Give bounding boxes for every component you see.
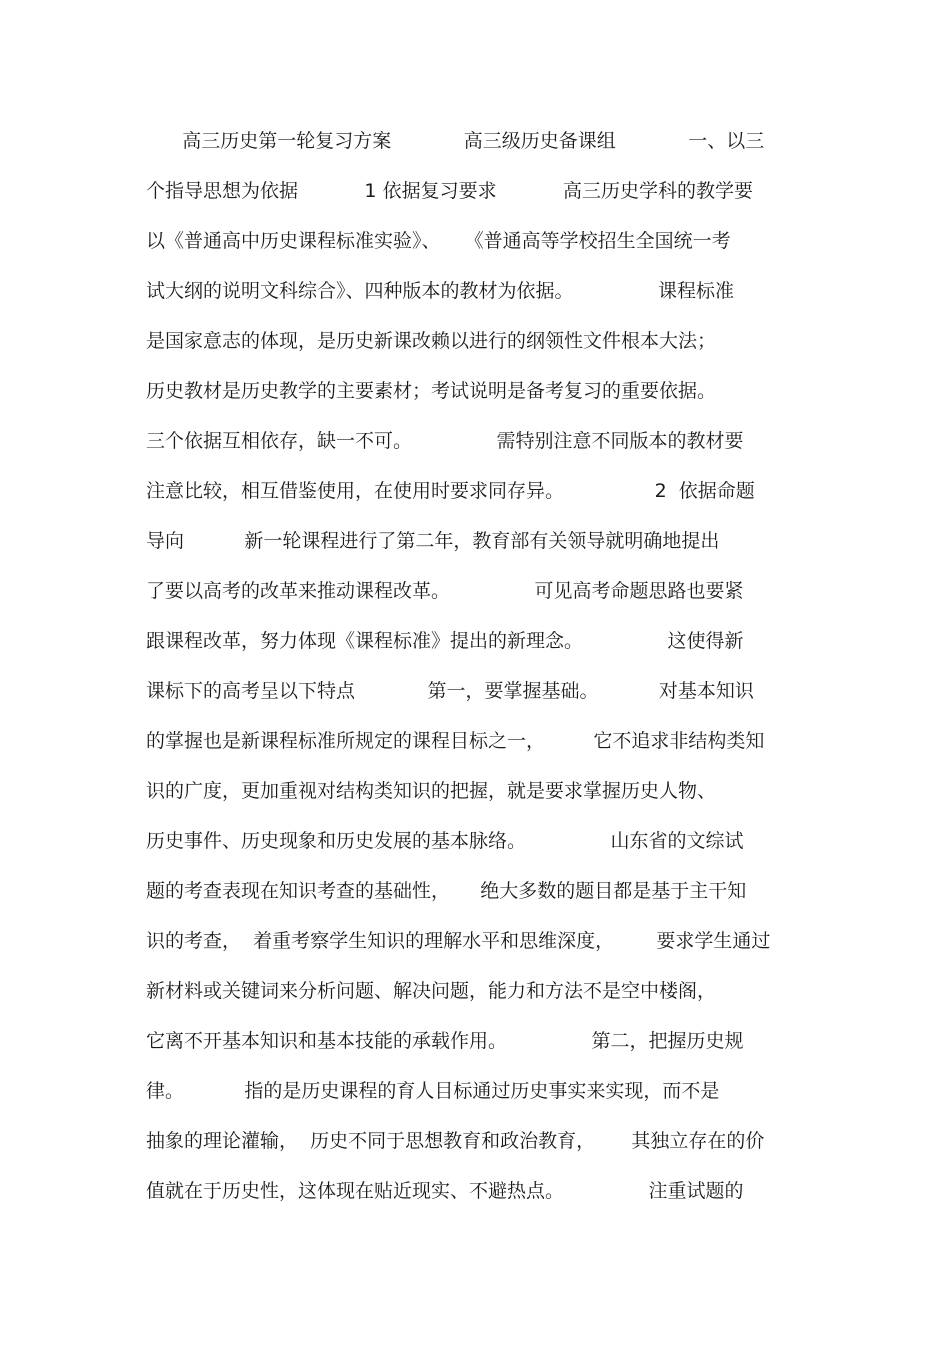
text-line: 识的广度，更加重视对结构类知识的把握，就是要求掌握历史人物、 — [146, 780, 717, 802]
text-line: 了要以高考的改革来推动课程改革。 可见高考命题思路也要紧 — [146, 580, 744, 602]
text-line: 它离不开基本知识和基本技能的承载作用。 第二，把握历史规 — [146, 1030, 744, 1052]
text-line: 抽象的理论灌输， 历史不同于思想教育和政治教育， 其独立存在的价 — [146, 1130, 765, 1152]
text-line: 识的考查， 着重考察学生知识的理解水平和思维深度， 要求学生通过 — [146, 930, 771, 952]
text-line: 题的考查表现在知识考查的基础性， 绝大多数的题目都是基于主干知 — [146, 880, 747, 902]
text-line: 高三历史第一轮复习方案 高三级历史备课组 一、以三 — [146, 130, 765, 152]
text-line: 以《普通高中历史课程标准实验》、 《普通高等学校招生全国统一考 — [146, 230, 731, 252]
text-line: 律。 指的是历史课程的育人目标通过历史事实来实现，而不是 — [146, 1080, 720, 1102]
text-line: 历史教材是历史教学的主要素材；考试说明是备考复习的重要依据。 — [146, 380, 717, 402]
text-line: 历史事件、历史现象和历史发展的基本脉络。 山东省的文综试 — [146, 830, 744, 852]
text-line: 新材料或关键词来分析问题、解决问题，能力和方法不是空中楼阁， — [146, 980, 717, 1002]
text-line: 导向 新一轮课程进行了第二年，教育部有关领导就明确地提出 — [146, 530, 720, 552]
text-line: 个指导思想为依据 1 依据复习要求 高三历史学科的教学要 — [146, 180, 753, 202]
text-line: 课标下的高考呈以下特点 第一，要掌握基础。 对基本知识 — [146, 680, 754, 702]
text-line: 跟课程改革，努力体现《课程标准》提出的新理念。 这使得新 — [146, 630, 744, 652]
text-line: 的掌握也是新课程标准所规定的课程目标之一， 它不追求非结构类知 — [146, 730, 765, 752]
text-line: 三个依据互相依存，缺一不可。 需特别注意不同版本的教材要 — [146, 430, 744, 452]
text-line: 是国家意志的体现，是历史新课改赖以进行的纲领性文件根本大法； — [146, 330, 717, 352]
text-line: 试大纲的说明文科综合》、四种版本的教材为依据。 课程标准 — [146, 280, 735, 302]
text-line: 注意比较，相互借鉴使用，在使用时要求同存异。 2 依据命题 — [146, 480, 755, 502]
text-line: 值就在于历史性，这体现在贴近现实、不避热点。 注重试题的 — [146, 1180, 744, 1202]
body-text — [146, 116, 806, 1216]
